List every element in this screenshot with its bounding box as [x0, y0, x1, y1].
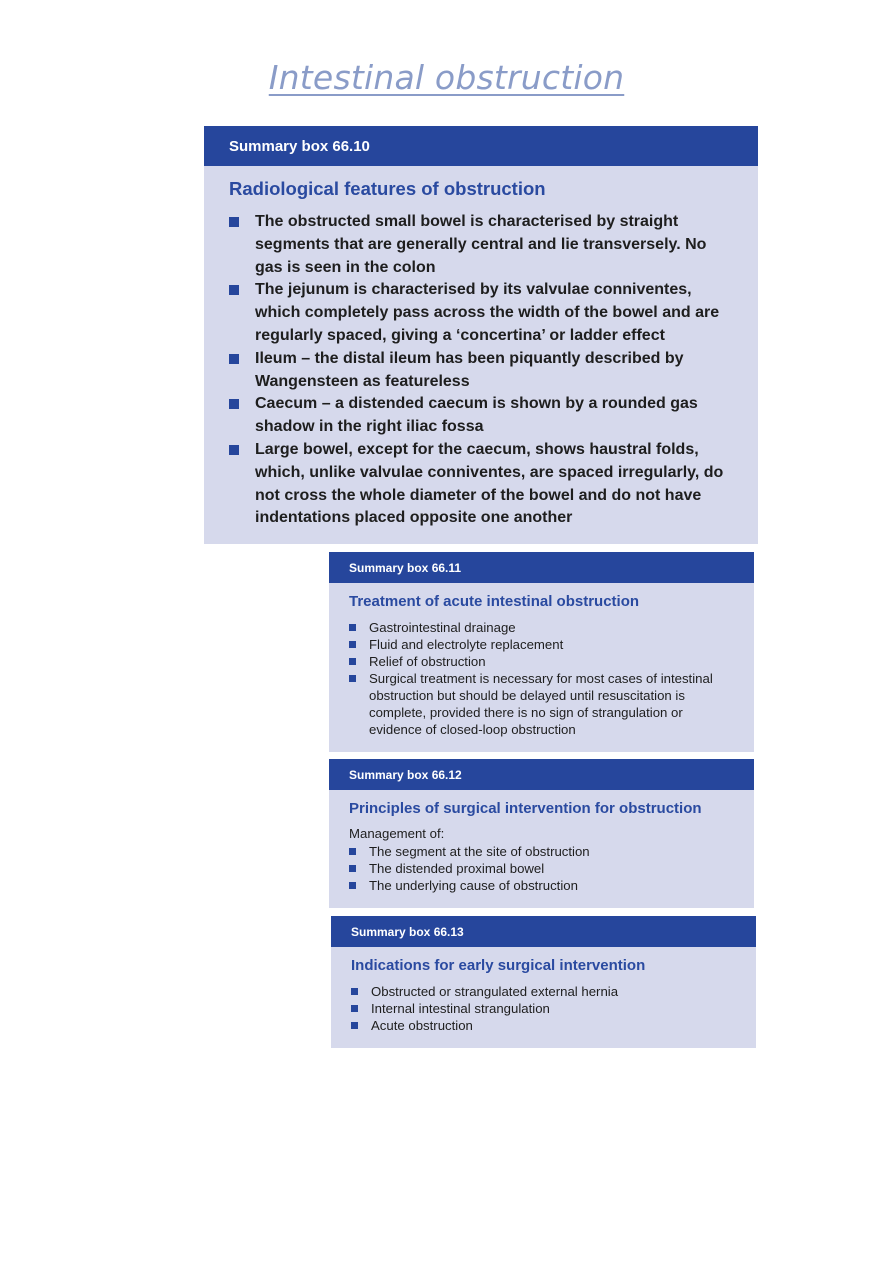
list-item [349, 653, 730, 670]
square-bullet-icon [351, 1005, 358, 1012]
list-item-text: Internal intestinal strangulation [371, 1001, 550, 1016]
list-item-text: Large bowel, except for the caecum, shows haustral folds, which, unlike valvulae conniventes, are spaced irregularly, do not cross the whole diameter of the bowel and do not have indentations placed opposite one another [255, 440, 724, 527]
square-bullet-icon [349, 675, 356, 682]
list-item-text: The jejunum is characterised by its valvulae conniventes, which completely pass across the width of the bowel and are regularly spaced, giving a ‘concertina’ or ladder effect [255, 281, 720, 344]
square-bullet-icon [229, 445, 239, 455]
list-item [351, 983, 732, 1000]
list-item [349, 636, 730, 653]
list-item-text: The distended proximal bowel [369, 861, 545, 876]
list-item-text: The obstructed small bowel is characterised by straight segments that are generally central and lie transversely. No gas is seen in the colon [255, 213, 707, 276]
square-bullet-icon [349, 624, 356, 631]
list-item-text: Caecum – a distended caecum is shown by a rounded gas shadow in the right iliac fossa [255, 395, 698, 436]
square-bullet-icon [349, 848, 356, 855]
summary-box-list [349, 843, 730, 894]
square-bullet-icon [349, 641, 356, 648]
square-bullet-icon [229, 399, 239, 409]
list-item-text: Obstructed or strangulated external hernia [371, 984, 619, 999]
list-item-text: The segment at the site of obstruction [369, 844, 590, 859]
summary-box-list [351, 983, 732, 1034]
summary-box-66-11 [329, 552, 754, 752]
summary-box-title: Principles of surgical intervention for obstruction [349, 800, 702, 817]
square-bullet-icon [351, 1022, 358, 1029]
list-item [229, 348, 730, 394]
list-item-text: Relief of obstruction [369, 654, 486, 669]
summary-box-header: Summary box 66.10 [204, 126, 758, 166]
list-item [349, 619, 730, 636]
summary-box-header: Summary box 66.11 [329, 552, 754, 583]
summary-box-title: Radiological features of obstruction [229, 178, 546, 199]
list-item [349, 670, 730, 738]
square-bullet-icon [349, 882, 356, 889]
square-bullet-icon [229, 217, 239, 227]
list-item [349, 877, 730, 894]
summary-box-title: Treatment of acute intestinal obstruction [349, 593, 640, 610]
list-item [351, 1017, 732, 1034]
summary-box-list [349, 619, 730, 738]
list-item-text: Fluid and electrolyte replacement [369, 637, 564, 652]
summary-box-header: Summary box 66.13 [331, 916, 756, 947]
page-title: Intestinal obstruction [268, 58, 625, 97]
square-bullet-icon [229, 285, 239, 295]
list-item-text: Surgical treatment is necessary for most cases of intestinal obstruction but should be delayed until resuscitation is complete, provided there is no sign of strangulation or evidence of closed-loop obstruction [369, 671, 713, 737]
list-item-text: The underlying cause of obstruction [369, 878, 578, 893]
square-bullet-icon [349, 658, 356, 665]
list-item-text: Ileum – the distal ileum has been piquantly described by Wangensteen as featureless [255, 349, 684, 390]
list-item [229, 279, 730, 347]
summary-box-title: Indications for early surgical intervention [351, 957, 646, 974]
list-item-text: Acute obstruction [371, 1018, 473, 1033]
list-item-text: Gastrointestinal drainage [369, 620, 516, 635]
list-item [229, 393, 730, 439]
square-bullet-icon [351, 988, 358, 995]
summary-box-header: Summary box 66.12 [329, 759, 754, 790]
list-item [229, 439, 730, 530]
square-bullet-icon [349, 865, 356, 872]
summary-box-66-13 [331, 916, 756, 1048]
list-item [349, 860, 730, 877]
summary-box-66-12 [329, 759, 754, 908]
summary-box-lead: Management of: [349, 826, 445, 841]
list-item [349, 843, 730, 860]
summary-box-list [229, 211, 730, 530]
summary-box-66-10 [204, 126, 758, 544]
list-item [351, 1000, 732, 1017]
list-item [229, 211, 730, 279]
square-bullet-icon [229, 354, 239, 364]
